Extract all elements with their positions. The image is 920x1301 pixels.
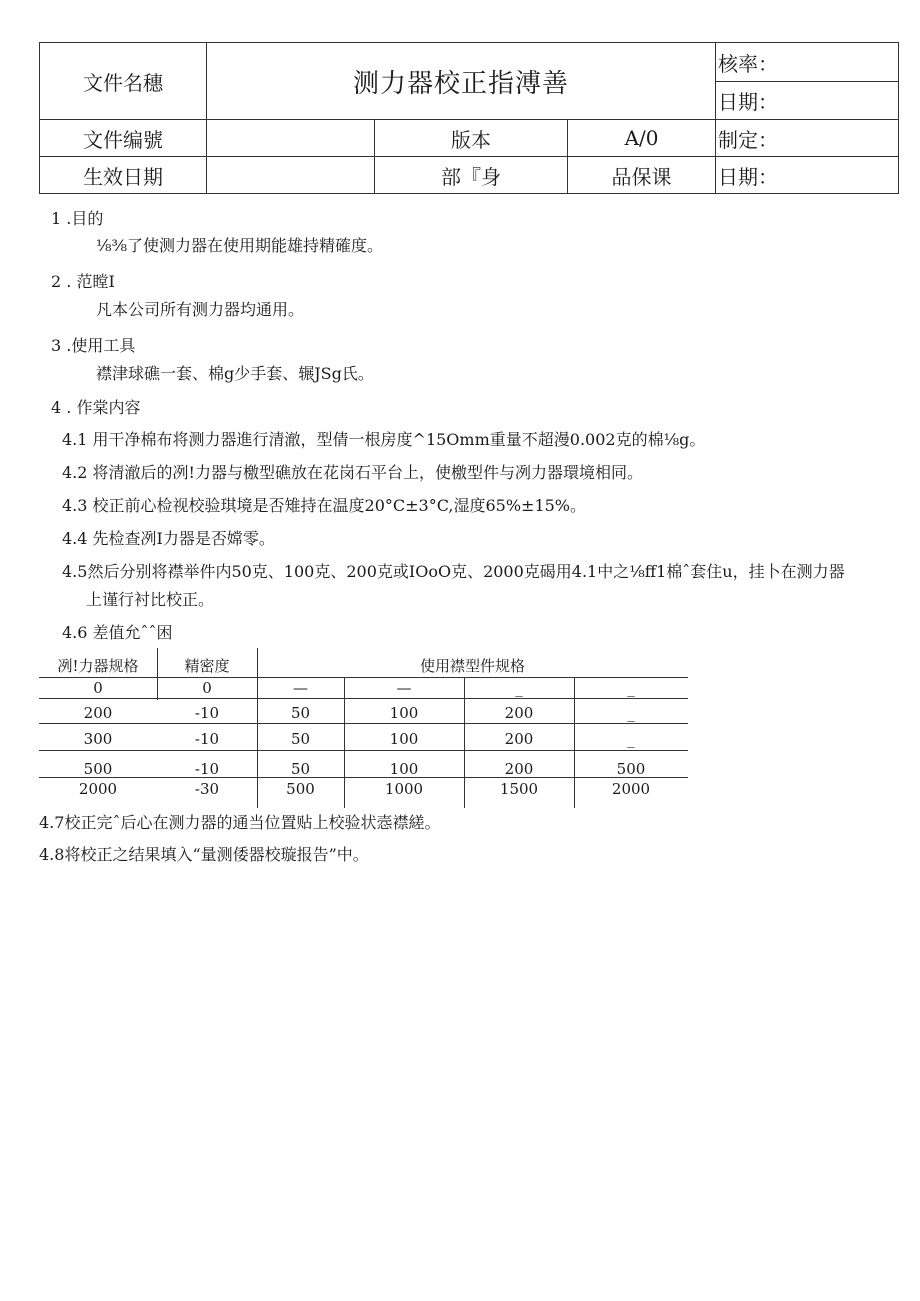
section-2-body: 凡本公司所有测力器均通用。 <box>96 300 305 319</box>
department-value: 品保课 <box>568 157 716 194</box>
approve-label: 核率： <box>716 43 899 82</box>
effective-date-label: 生效日期 <box>40 157 207 194</box>
table-cell: 50 <box>290 760 311 778</box>
version-label: 版本 <box>375 120 568 157</box>
step-4-1: 4.1 用干净棉布将测力器進行清澈，型倩一根房度^15Omm重量不超漫0.002克的棉⅛g。 <box>62 430 706 449</box>
section-3-title: 3 .使用工具 <box>51 336 136 355</box>
file-no-label: 文件编號 <box>40 120 207 157</box>
table-cell: 200 <box>504 730 534 748</box>
table-cell: 0 <box>202 679 212 697</box>
table-cell: 100 <box>389 760 419 778</box>
prepared-date-label: 日期： <box>716 157 899 194</box>
table-cell: — <box>396 679 412 697</box>
approve-date-label: 日期： <box>716 82 899 120</box>
table-cell: 0 <box>93 679 103 697</box>
step-4-7: 4.7校正完ˆ后心在测力器的通当位置贴上校验状悫襟縒。 <box>39 813 441 832</box>
column-header-precision: 精密度 <box>184 657 230 675</box>
section-1-title: 1 .目的 <box>51 209 104 228</box>
document-header-table <box>39 42 899 194</box>
table-cell: 200 <box>83 704 113 722</box>
tolerance-table <box>39 648 699 808</box>
table-cell: _ <box>515 679 523 697</box>
version-value: A/0 <box>568 120 716 157</box>
section-4-title: 4 . 作棠内容 <box>51 398 141 417</box>
table-cell: 50 <box>290 730 311 748</box>
file-name-label: 文件名穗 <box>40 43 207 120</box>
section-1-body: ⅛⅜了使测力器在使用期能雄持精確度。 <box>96 236 384 255</box>
table-cell: 500 <box>286 780 315 798</box>
table-cell: 2000 <box>78 780 118 798</box>
section-3-body: 襟津球礁一套、棉g少手套、辗JSg氏。 <box>96 364 374 383</box>
step-4-2: 4.2 将清澈后的冽!力器与檄型礁放在花岗石平台上，使檄型件与冽力器環境相同。 <box>62 463 643 482</box>
table-cell: 500 <box>616 760 646 778</box>
table-cell: 1500 <box>499 780 539 798</box>
prepared-label: 制定： <box>716 120 899 157</box>
table-cell: -10 <box>194 760 220 778</box>
step-4-6: 4.6 差值允ˆˆ困 <box>62 623 173 642</box>
step-4-3: 4.3 校正前心检视校验琪境是否雉持在温度20°C±3°C,湿度65%±15%。 <box>62 496 587 515</box>
table-cell: 100 <box>389 730 419 748</box>
step-4-5-continued: 上谨行衬比校正。 <box>86 590 215 609</box>
document-title: 测力器校正指溥善 <box>207 43 716 120</box>
table-cell: -10 <box>194 730 220 748</box>
department-label: 部『身 <box>375 157 568 194</box>
section-2-title: 2 . 范瞠I <box>51 272 115 291</box>
table-cell: 500 <box>83 760 113 778</box>
table-cell: 200 <box>504 704 534 722</box>
column-header-weights: 使用襟型件规格 <box>419 657 525 675</box>
step-4-8: 4.8将校正之结果填入“量测倭器校璇报告”中。 <box>39 845 369 864</box>
table-cell: _ <box>627 730 635 748</box>
table-cell: 100 <box>389 704 419 722</box>
table-cell: 50 <box>290 704 311 722</box>
effective-date-value <box>207 157 375 194</box>
table-cell: 300 <box>83 730 113 748</box>
table-cell: 2000 <box>611 780 651 798</box>
table-cell: 1000 <box>384 780 424 798</box>
table-cell: -10 <box>194 704 220 722</box>
step-4-4: 4.4 先检查冽I力器是否嫦零。 <box>62 529 275 548</box>
file-no-value <box>207 120 375 157</box>
table-cell: 200 <box>504 760 534 778</box>
table-cell: _ <box>627 704 635 722</box>
table-cell: _ <box>627 679 635 697</box>
step-4-5: 4.5然后分别将襟举件内50克、100克、200克或IOoO克、2000克碣用4.1中之⅛ff1棉ˆ套住u，挂卜在测力器 <box>62 562 845 581</box>
column-header-spec: 冽!力器规格 <box>57 657 139 675</box>
table-cell: — <box>293 679 308 697</box>
table-cell: -30 <box>194 780 220 798</box>
